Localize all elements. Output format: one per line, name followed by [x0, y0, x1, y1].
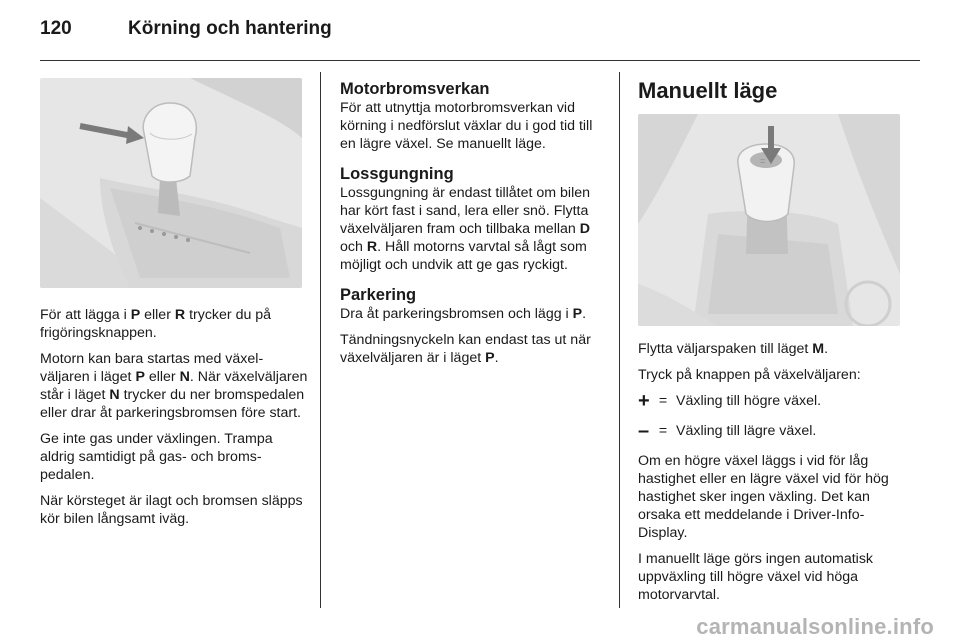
p-move-to-m: Flytta väljarspaken till läget M.	[638, 341, 829, 357]
watermark-logo: carmanualsonline.info	[696, 614, 934, 639]
heading-rocking: Lossgungning	[340, 165, 454, 183]
column-1	[40, 78, 308, 536]
p-parking-brake: Dra åt parkeringsbromsen och lägg i P.	[340, 306, 587, 322]
column-divider-2	[619, 72, 620, 608]
equals-sign: =	[658, 393, 668, 409]
header-rule	[40, 60, 920, 61]
gear-selector-illustration	[40, 78, 302, 288]
minus-icon: –	[638, 420, 650, 442]
column-2	[340, 80, 608, 379]
section-rocking	[340, 165, 608, 274]
definition-minus-text: Växling till lägre växel.	[676, 423, 817, 439]
section-parking	[340, 286, 608, 367]
svg-text:=: =	[760, 156, 766, 166]
heading-engine-braking: Motorbromsverkan	[340, 80, 490, 98]
p-release-button: För att lägga i P eller R trycker du på frigöringsknappen.	[40, 307, 272, 341]
column-divider-1	[320, 72, 321, 608]
chapter-title: Körning och hantering	[128, 18, 332, 39]
p-creep: När körsteget är ilagt och bromsen släpps kör bilen långsamt iväg.	[40, 493, 303, 527]
definition-plus	[638, 392, 904, 410]
definition-minus	[638, 422, 904, 440]
heading-manual-mode: Manuellt läge	[638, 78, 778, 103]
p-rocking: Lossgungning är endast tillåtet om bilen har kört fast i sand, lera eller snö. Flytta växelväljaren fram och tillbaka mellan D och R. Håll motorns varvtal så lågt som möjligt och undvik att ge gas ryckigt.	[340, 185, 591, 273]
p-no-shift-warning: Om en högre växel läggs i vid för låg hastighet eller en lägre växel vid för hög hastighet sker ingen växling. Det kan orsaka ett meddelande i Driver-Info-Display.	[638, 453, 889, 541]
p-engine-start: Motorn kan bara startas med växelväljaren i läget P eller N. När växelväljaren står i läget N trycker du ner bromspedalen eller drar åt parkeringsbromsen före start.	[40, 351, 308, 421]
plus-icon: +	[638, 390, 650, 412]
p-ignition-key: Tändningsnyckeln kan endast tas ut när växelväljaren är i läget P.	[340, 332, 591, 366]
definition-plus-text: Växling till högre växel.	[676, 393, 822, 409]
column-3	[638, 78, 904, 612]
page-number: 120	[40, 18, 72, 39]
equals-sign: =	[658, 423, 668, 439]
heading-parking: Parkering	[340, 286, 417, 304]
p-no-gas: Ge inte gas under växlingen. Trampa aldrig samtidigt på gas- och bromspedalen.	[40, 431, 273, 483]
page-header	[40, 18, 920, 48]
section-engine-braking	[340, 80, 608, 153]
p-press-button: Tryck på knappen på växelväljaren:	[638, 367, 861, 383]
manual-mode-illustration	[638, 114, 900, 326]
p-engine-braking: För att utnyttja motorbromsverkan vid körning i nedförslut växlar du i god tid till en lägre växel. Se manuellt läge.	[340, 100, 593, 152]
p-no-auto-upshift: I manuellt läge görs ingen automatisk uppväxling till högre växel vid höga motorvarvtal.	[638, 551, 874, 603]
